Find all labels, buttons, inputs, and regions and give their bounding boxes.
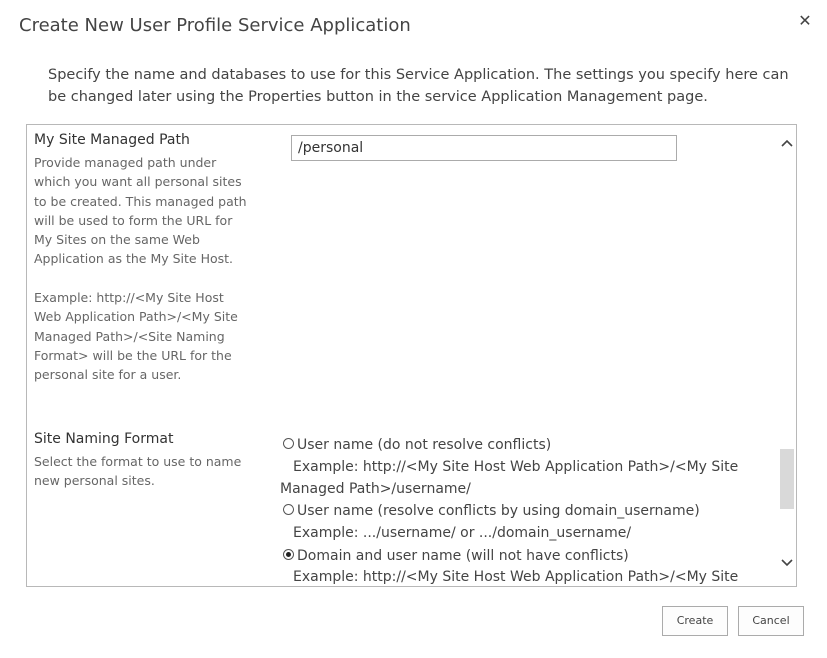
create-button[interactable]: Create (662, 606, 728, 636)
radio-username-no-resolve[interactable] (283, 438, 294, 449)
cancel-button[interactable]: Cancel (738, 606, 804, 636)
radio-username-resolve[interactable] (283, 504, 294, 515)
option-username-resolve[interactable] (283, 503, 700, 519)
scrollbar-thumb[interactable] (780, 449, 794, 509)
managed-path-title: My Site Managed Path (34, 132, 190, 148)
naming-format-title: Site Naming Format (34, 431, 174, 447)
option-username-no-resolve[interactable] (283, 437, 551, 453)
option-example: Managed Path>/username/ (280, 481, 471, 497)
managed-path-example: Example: http://<My Site Host Web Application Path>/<My Site Managed Path>/<Site Naming Format> will be the URL for the personal site for a user. (34, 290, 238, 383)
option-example: Example: http://<My Site Host Web Application Path>/<My Site (293, 459, 739, 475)
intro-text: Specify the name and databases to use for this Service Application. The settings you specify here can be changed later using the Properties button in the service Application Management page. (48, 67, 789, 105)
settings-panel[interactable] (26, 124, 797, 587)
option-label: User name (do not resolve conflicts) (297, 437, 552, 453)
option-domain-username[interactable] (283, 548, 629, 564)
option-example: Example: .../username/ or .../domain_username/ (293, 525, 632, 541)
option-label: Domain and user name (will not have conflicts) (297, 548, 629, 564)
radio-domain-username[interactable] (283, 549, 294, 560)
managed-path-input[interactable] (291, 135, 677, 161)
option-example: Example: http://<My Site Host Web Application Path>/<My Site (293, 569, 739, 585)
naming-format-description: Select the format to use to name new personal sites. (34, 454, 242, 489)
chevron-down-icon[interactable] (778, 555, 796, 573)
option-label: User name (resolve conflicts by using domain_username) (297, 503, 700, 519)
dialog-title: Create New User Profile Service Application (19, 15, 411, 36)
close-icon[interactable]: ✕ (798, 11, 812, 30)
managed-path-description: Provide managed path under which you want all personal sites to be created. This managed path will be used to form the URL for My Sites on the same Web Application as the My Site Host. (34, 155, 247, 267)
chevron-up-icon[interactable] (778, 137, 796, 155)
panel-scrollbar[interactable] (778, 125, 796, 586)
